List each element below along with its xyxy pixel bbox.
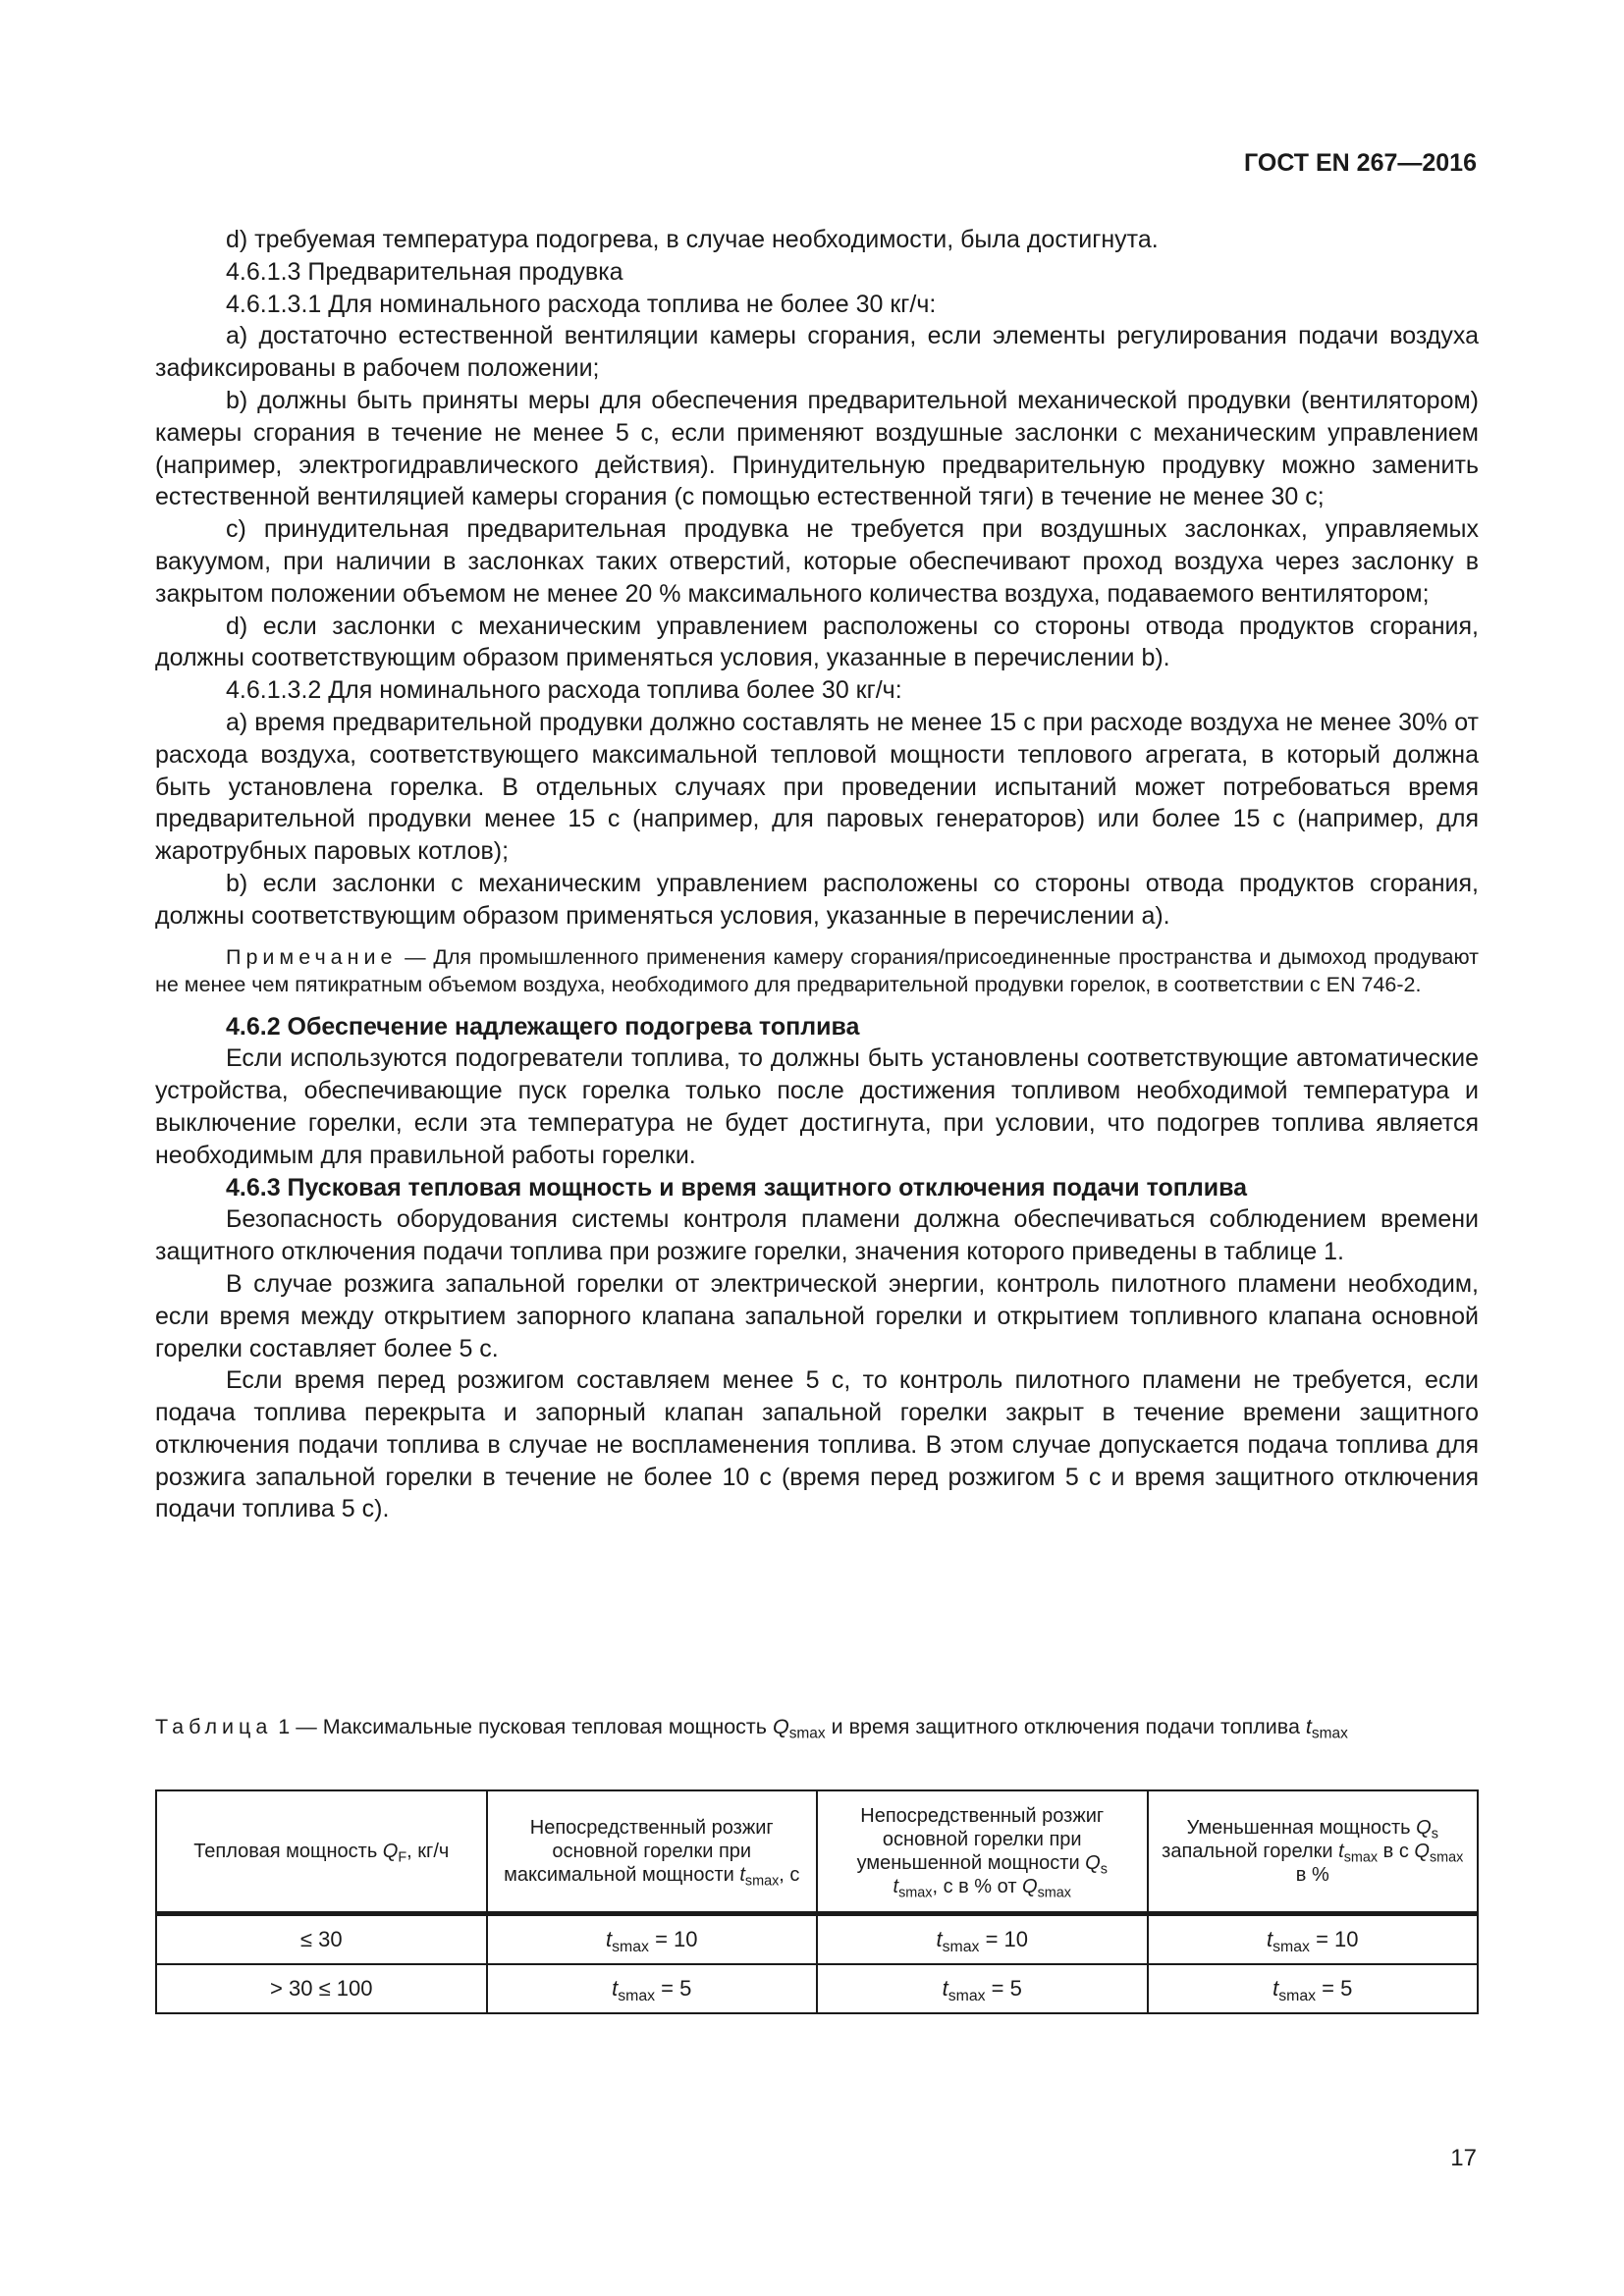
- paragraph: Безопасность оборудования системы контроля пламени должна обеспечиваться соблюдением времени защитного отключения подачи топлива при розжиге горелки, значения которого приведены в таблице 1.: [155, 1205, 1479, 1266]
- section-heading-462: 4.6.2 Обеспечение надлежащего подогрева топлива: [226, 1012, 860, 1041]
- data-table: [155, 1789, 1479, 2014]
- table-cell: $t_{smax} = 5$: [487, 1964, 818, 2013]
- var-subscript: smax: [788, 1725, 826, 1742]
- paragraph: В случае розжига запальной горелки от электрической энергии, контроль пилотного пламени необходим, если время между открытием запорного клапана запальной горелки и открытием топливного клапана основной горелки составляет более 5 с.: [155, 1269, 1479, 1362]
- list-item: c) принудительная предварительная продувка не требуется при воздушных заслонках, управляемых вакуумом, при наличии в заслонках таких отверстий, которые обеспечивают проход воздуха через заслонку в закрытом положении объемом не менее 20 % максимального количества воздуха, подаваемого вентилятором;: [155, 515, 1479, 608]
- table-cell: $t_{smax} = 10$: [1148, 1914, 1479, 1965]
- section-heading: 4.6.1.3 Предварительная продувка: [226, 257, 623, 286]
- table-row: [156, 1914, 1478, 1965]
- paragraph: Если время перед розжигом составляем менее 5 с, то контроль пилотного пламени не требуется, если подача топлива перекрыта и запорный клапан запальной горелки закрыт в течение времени защитного отключения подачи топлива в случае не воспламенения топлива. В этом случае допускается подача топлива для розжига запальной горелки в течение не более 10 с (время перед розжигом 5 с и время защитного отключения подачи топлива 5 с).: [155, 1366, 1479, 1523]
- header-cell-direct-max: Непосредственный розжиг основной горелки при максимальной мощности $t_{smax}$, с: [487, 1790, 818, 1914]
- header-cell-pilot-reduced: Уменьшенная мощность $Q_s$ запальной горелки $t_{smax}$ в с $Q_{smax}$ в %: [1148, 1790, 1479, 1914]
- table-header-row: [156, 1790, 1478, 1914]
- paragraph: Если используются подогреватели топлива, то должны быть установлены соответствующие автоматические устройства, обеспечивающие пуск горелка только после достижения топливом необходимой температура и выключение горелки, если эта температура не будет достигнута, при условии, что подогрев топлива является необходимым для правильной работы горелки.: [155, 1044, 1479, 1169]
- list-item: a) время предварительной продувки должно составлять не менее 15 с при расходе воздуха не менее 30% от расхода воздуха, соответствующего максимальной тепловой мощности теплового агрегата, в который должна быть установлена горелка. В отдельных случаях при проведении испытаний может потребоваться время предварительной продувки менее 15 с (например, для паровых генераторов) или более 15 с (например, для жаротрубных паровых котлов);: [155, 708, 1479, 866]
- list-item: a) достаточно естественной вентиляции камеры сгорания, если элементы регулирования подачи воздуха зафиксированы в рабочем положении;: [155, 322, 1479, 383]
- table-caption-text: 1 — Максимальные пусковая тепловая мощность: [272, 1715, 773, 1738]
- table-cell-power: ≤ 30: [156, 1914, 487, 1965]
- list-item: d) если заслонки с механическим управлением расположены со стороны отвода продуктов сгорания, должны соответствующим образом применяться условия, указанные в перечислении b).: [155, 612, 1479, 672]
- list-item: b) если заслонки с механическим управлением расположены со стороны отвода продуктов сгорания, должны соответствующим образом применяться условия, указанные в перечислении а).: [155, 869, 1479, 930]
- section-heading-463: 4.6.3 Пусковая тепловая мощность и время защитного отключения подачи топлива: [226, 1173, 1248, 1201]
- document-id-header: ГОСТ EN 267—2016: [1244, 149, 1477, 177]
- paragraph: 4.6.1.3.1 Для номинального расхода топлива не более 30 кг/ч:: [226, 290, 937, 318]
- header-cell-power: Тепловая мощность $Q_F$, кг/ч: [156, 1790, 487, 1914]
- table-cell-power: > 30 ≤ 100: [156, 1964, 487, 2013]
- list-item: b) должны быть приняты меры для обеспечения предварительной механической продувки (вентилятором) камеры сгорания в течение не менее 5 с, если применяют воздушные заслонки с механическим управлением (например, электрогидравлического действия). Принудительную предварительную продувку можно заменить естественной вентиляцией камеры сгорания (с помощью естественной тяги) в течение не менее 30 с;: [155, 386, 1479, 511]
- var-t: t: [1305, 1715, 1312, 1738]
- table-cell: $t_{smax} = 10$: [817, 1914, 1148, 1965]
- table-cell: $t_{smax} = 5$: [1148, 1964, 1479, 2013]
- table-caption: [155, 1713, 1479, 1741]
- table-row: [156, 1964, 1478, 2013]
- note-label: Примечание: [226, 944, 398, 969]
- paragraph: d) требуемая температура подогрева, в случае необходимости, была достигнута.: [226, 226, 1159, 253]
- table-cell: $t_{smax} = 10$: [487, 1914, 818, 1965]
- table-caption-label: Таблица: [155, 1715, 273, 1738]
- var-subscript: smax: [1311, 1725, 1348, 1742]
- paragraph: 4.6.1.3.2 Для номинального расхода топлива более 30 кг/ч:: [226, 676, 902, 705]
- var-q: Q: [772, 1715, 789, 1738]
- table-caption-text: и время защитного отключения подачи топлива: [825, 1715, 1306, 1738]
- table-cell: $t_{smax} = 5$: [817, 1964, 1148, 2013]
- page-number: 17: [1450, 2145, 1477, 2171]
- note: [155, 943, 1479, 999]
- note-text: — Для промышленного применения камеру сгорания/присоединенные пространства и дымоход продувают не менее чем пятикратным объемом воздуха, необходимого для предварительной продувки горелок, в соответствии с EN 746-2.: [155, 944, 1479, 997]
- header-cell-direct-reduced: Непосредственный розжиг основной горелки при уменьшенной мощности $Q_s$ $t_{smax}$, с в % от $Q_{smax}$: [817, 1790, 1148, 1914]
- body-text: [155, 224, 1479, 1525]
